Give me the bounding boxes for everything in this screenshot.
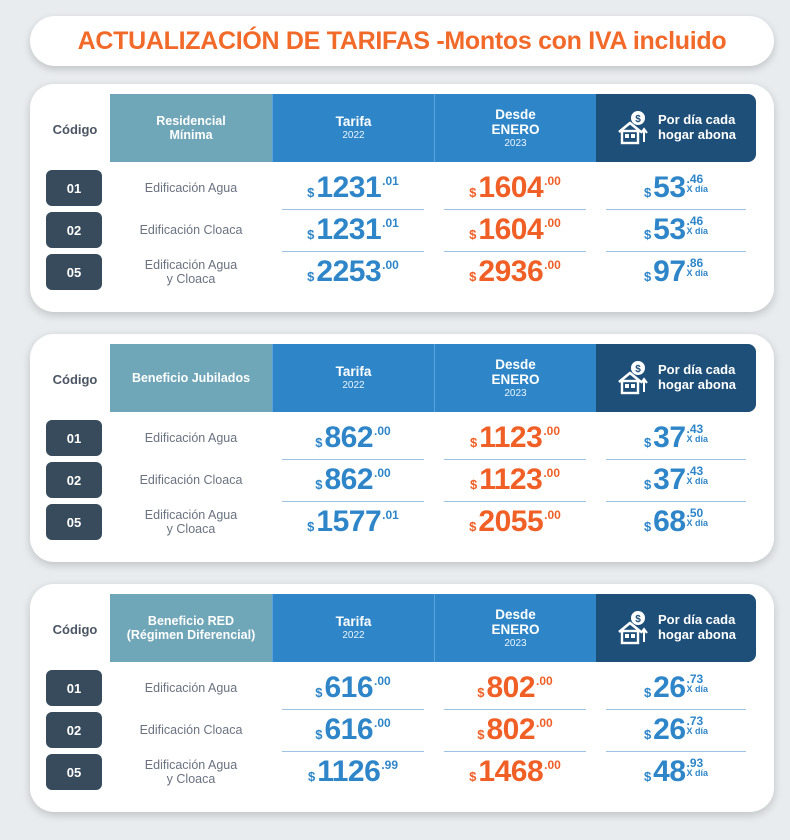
per-day-int: 97: [653, 255, 686, 288]
currency-symbol: $: [643, 769, 652, 784]
description: [110, 460, 272, 500]
page-title: ACTUALIZACIÓN DE TARIFAS -Montos con IVA incluido: [77, 26, 727, 55]
desde-label: Desde: [495, 356, 536, 372]
enero-int: 2936: [478, 255, 544, 288]
row-separator: [444, 709, 586, 710]
tarifa-int: 1126: [317, 755, 381, 788]
tarifa-label: Tarifa: [335, 364, 372, 380]
tarifa-int: 862: [324, 463, 374, 496]
per-day-unit: X día: [686, 726, 709, 737]
per-day-price: [596, 418, 756, 458]
currency-symbol: $: [307, 519, 315, 534]
codigo-header: Código: [52, 122, 98, 137]
description: [110, 418, 272, 458]
description-line1: Edificación Agua: [144, 180, 238, 195]
per-day-int: 26: [653, 713, 686, 746]
desde-header: [434, 594, 596, 662]
currency-symbol: $: [315, 477, 323, 492]
per-day-price: [596, 502, 756, 542]
row-separator: [444, 501, 586, 502]
tarifa-int: 1231: [316, 171, 382, 204]
per-day-price: [596, 210, 756, 250]
per-day-price: [596, 752, 756, 792]
enero-int: 1604: [478, 171, 544, 204]
tarifa-label: Tarifa: [335, 614, 372, 630]
row-separator: [282, 501, 424, 502]
per-day-line1: Por día cada: [657, 362, 736, 378]
currency-symbol: $: [643, 477, 652, 492]
svg-text:$: $: [635, 614, 641, 625]
house-dollar-icon: [616, 110, 650, 146]
table-row: [30, 710, 774, 750]
per-day-price: [596, 668, 756, 708]
tarifa-price: [272, 168, 434, 208]
enero-dec: .00: [544, 174, 561, 188]
currency-symbol: $: [469, 269, 477, 284]
enero-dec: .00: [544, 216, 561, 230]
category-header: [110, 94, 272, 162]
tarifa-dec: .01: [382, 216, 399, 230]
per-day-header: [596, 344, 756, 412]
per-day-dec: .43: [686, 422, 704, 436]
row-separator: [282, 709, 424, 710]
enero-int: 2055: [478, 505, 544, 538]
currency-symbol: $: [307, 769, 316, 784]
table-row: [30, 168, 774, 208]
row-separator: [282, 209, 424, 210]
category-header: [110, 344, 272, 412]
tarifa-int: 1577: [316, 505, 382, 538]
tariff-panel: [30, 84, 774, 312]
svg-text:$: $: [635, 114, 641, 125]
enero-dec: .00: [536, 674, 553, 688]
description-line2: y Cloaca: [166, 772, 216, 786]
tarifa-int: 616: [324, 671, 374, 704]
desde-header: [434, 94, 596, 162]
enero-price: [434, 168, 596, 208]
currency-symbol: $: [643, 519, 652, 534]
code-badge: 01: [46, 670, 102, 706]
currency-symbol: $: [643, 685, 652, 700]
table-row: [30, 210, 774, 250]
enero-price: [434, 668, 596, 708]
per-day-int: 68: [653, 505, 686, 538]
per-day-dec: .46: [686, 172, 704, 186]
enero-dec: .00: [544, 258, 561, 272]
per-day-unit: X día: [686, 184, 709, 195]
row-separator: [282, 751, 424, 752]
enero-price: [434, 418, 596, 458]
tarifa-price: [272, 710, 434, 750]
tarifa-dec: .00: [374, 424, 391, 438]
description-line1: Edificación Agua: [144, 430, 238, 445]
per-day-unit: X día: [686, 684, 709, 695]
row-separator: [444, 751, 586, 752]
category-line2: Mínima: [169, 128, 213, 142]
description-line2: y Cloaca: [166, 522, 216, 536]
per-day-text: [658, 363, 736, 393]
per-day-unit: X día: [686, 268, 709, 279]
tarifa-price: [272, 418, 434, 458]
tarifa-price: [272, 252, 434, 292]
row-separator: [606, 459, 746, 460]
tarifa-dec: .99: [381, 758, 398, 772]
currency-symbol: $: [307, 227, 315, 242]
desde-label: Desde: [495, 106, 536, 122]
per-day-unit: X día: [686, 476, 709, 487]
description-line1: Edificación Agua: [144, 257, 238, 272]
enero-int: 802: [486, 671, 536, 704]
enero-dec: .00: [544, 508, 561, 522]
currency-symbol: $: [643, 435, 652, 450]
description: [110, 710, 272, 750]
tarifa-dec: .00: [382, 258, 399, 272]
table-row: [30, 460, 774, 500]
per-day-int: 48: [653, 755, 686, 788]
description: [110, 752, 272, 792]
enero-label: ENERO: [491, 622, 540, 638]
table-row: [30, 502, 774, 542]
house-dollar-icon: [616, 610, 650, 646]
per-day-price: [596, 460, 756, 500]
enero-price: [434, 460, 596, 500]
description-line1: Edificación Cloaca: [139, 472, 243, 487]
per-day-unit: X día: [686, 434, 709, 445]
row-separator: [606, 501, 746, 502]
tariff-panel: [30, 584, 774, 812]
per-day-int: 26: [653, 671, 686, 704]
page-title-bar: [30, 16, 774, 66]
category-line1: Residencial: [156, 113, 226, 128]
enero-int: 802: [486, 713, 536, 746]
enero-label: ENERO: [491, 122, 540, 138]
enero-dec: .00: [544, 758, 561, 772]
category-line1: Beneficio RED: [147, 613, 235, 628]
currency-symbol: $: [469, 185, 477, 200]
per-day-price: [596, 710, 756, 750]
tarifa-price: [272, 752, 434, 792]
row-separator: [606, 251, 746, 252]
per-day-int: 37: [653, 421, 686, 454]
tarifa-year: 2022: [342, 380, 365, 391]
tarifa-year: 2022: [342, 630, 365, 641]
enero-price: [434, 210, 596, 250]
per-day-dec: .86: [686, 256, 704, 270]
per-day-line2: hogar abona: [657, 127, 736, 142]
category-header: [110, 594, 272, 662]
row-separator: [444, 251, 586, 252]
row-separator: [282, 459, 424, 460]
row-separator: [606, 209, 746, 210]
per-day-dec: .50: [686, 506, 704, 520]
enero-dec: .00: [536, 716, 553, 730]
currency-symbol: $: [643, 269, 652, 284]
desde-label: Desde: [495, 606, 536, 622]
description-line1: Edificación Agua: [144, 680, 238, 695]
per-day-text: [658, 113, 736, 143]
desde-header: [434, 344, 596, 412]
description-line1: Edificación Agua: [144, 507, 238, 522]
code-badge: 01: [46, 170, 102, 206]
code-badge: 02: [46, 462, 102, 498]
row-separator: [606, 751, 746, 752]
per-day-price: [596, 252, 756, 292]
codigo-header: Código: [52, 372, 98, 387]
tarifa-header: [272, 594, 434, 662]
per-day-header: [596, 94, 756, 162]
code-badge: 02: [46, 212, 102, 248]
table-row: [30, 668, 774, 708]
code-badge: 05: [46, 254, 102, 290]
code-badge: 02: [46, 712, 102, 748]
currency-symbol: $: [315, 727, 323, 742]
enero-price: [434, 502, 596, 542]
enero-int: 1123: [479, 421, 543, 454]
enero-price: [434, 752, 596, 792]
description: [110, 502, 272, 542]
description-line1: Edificación Agua: [144, 757, 238, 772]
tarifa-price: [272, 460, 434, 500]
currency-symbol: $: [643, 727, 652, 742]
description: [110, 168, 272, 208]
code-badge: 05: [46, 504, 102, 540]
tariff-panel: [30, 334, 774, 562]
tarifa-int: 2253: [316, 255, 382, 288]
per-day-dec: .46: [686, 214, 704, 228]
description: [110, 668, 272, 708]
category-line1: Beneficio Jubilados: [131, 370, 251, 385]
enero-label: ENERO: [491, 372, 540, 388]
tarifa-header: [272, 94, 434, 162]
per-day-dec: .43: [686, 464, 704, 478]
table-row: [30, 252, 774, 292]
enero-int: 1123: [479, 463, 543, 496]
currency-symbol: $: [315, 435, 323, 450]
tarifa-dec: .00: [374, 716, 391, 730]
description-line1: Edificación Cloaca: [139, 222, 243, 237]
row-separator: [282, 251, 424, 252]
per-day-header: [596, 594, 756, 662]
enero-dec: .00: [543, 424, 560, 438]
per-day-unit: X día: [686, 768, 709, 779]
row-separator: [444, 459, 586, 460]
enero-int: 1604: [478, 213, 544, 246]
per-day-int: 53: [653, 171, 686, 204]
tarifa-label: Tarifa: [335, 114, 372, 130]
per-day-int: 53: [653, 213, 686, 246]
tarifa-dec: .01: [382, 508, 399, 522]
enero-price: [434, 252, 596, 292]
desde-year: 2023: [504, 387, 527, 399]
per-day-dec: .73: [686, 714, 704, 728]
currency-symbol: $: [469, 519, 477, 534]
description: [110, 252, 272, 292]
tarifa-dec: .00: [374, 674, 391, 688]
house-dollar-icon: [616, 360, 650, 396]
currency-symbol: $: [307, 185, 315, 200]
tarifa-year: 2022: [342, 130, 365, 141]
tarifa-header: [272, 344, 434, 412]
per-day-int: 37: [653, 463, 686, 496]
svg-text:$: $: [635, 364, 641, 375]
currency-symbol: $: [307, 269, 315, 284]
enero-dec: .00: [543, 466, 560, 480]
tarifa-dec: .00: [374, 466, 391, 480]
desde-year: 2023: [504, 637, 527, 649]
desde-year: 2023: [504, 137, 527, 149]
tarifa-int: 616: [324, 713, 374, 746]
per-day-line2: hogar abona: [657, 627, 736, 642]
code-badge: 01: [46, 420, 102, 456]
tarifa-price: [272, 210, 434, 250]
category-line2: (Régimen Diferencial): [126, 628, 256, 642]
tarifa-int: 862: [324, 421, 374, 454]
enero-int: 1468: [478, 755, 544, 788]
currency-symbol: $: [469, 435, 478, 450]
currency-symbol: $: [643, 227, 652, 242]
row-separator: [606, 709, 746, 710]
per-day-text: [658, 613, 736, 643]
per-day-unit: X día: [686, 518, 709, 529]
per-day-price: [596, 168, 756, 208]
tarifa-price: [272, 668, 434, 708]
per-day-line1: Por día cada: [657, 112, 736, 128]
currency-symbol: $: [469, 227, 477, 242]
currency-symbol: $: [477, 727, 485, 742]
tarifa-price: [272, 502, 434, 542]
per-day-line2: hogar abona: [657, 377, 736, 392]
code-badge: 05: [46, 754, 102, 790]
table-row: [30, 418, 774, 458]
per-day-line1: Por día cada: [657, 612, 736, 628]
per-day-dec: .73: [686, 672, 704, 686]
description: [110, 210, 272, 250]
description-line1: Edificación Cloaca: [139, 722, 243, 737]
currency-symbol: $: [477, 685, 485, 700]
tarifa-dec: .01: [382, 174, 399, 188]
tarifa-int: 1231: [316, 213, 382, 246]
codigo-header: Código: [52, 622, 98, 637]
description-line2: y Cloaca: [166, 272, 216, 286]
table-row: [30, 752, 774, 792]
currency-symbol: $: [469, 769, 477, 784]
currency-symbol: $: [315, 685, 323, 700]
row-separator: [444, 209, 586, 210]
per-day-unit: X día: [686, 226, 709, 237]
currency-symbol: $: [469, 477, 478, 492]
per-day-dec: .93: [686, 756, 704, 770]
currency-symbol: $: [643, 185, 652, 200]
enero-price: [434, 710, 596, 750]
